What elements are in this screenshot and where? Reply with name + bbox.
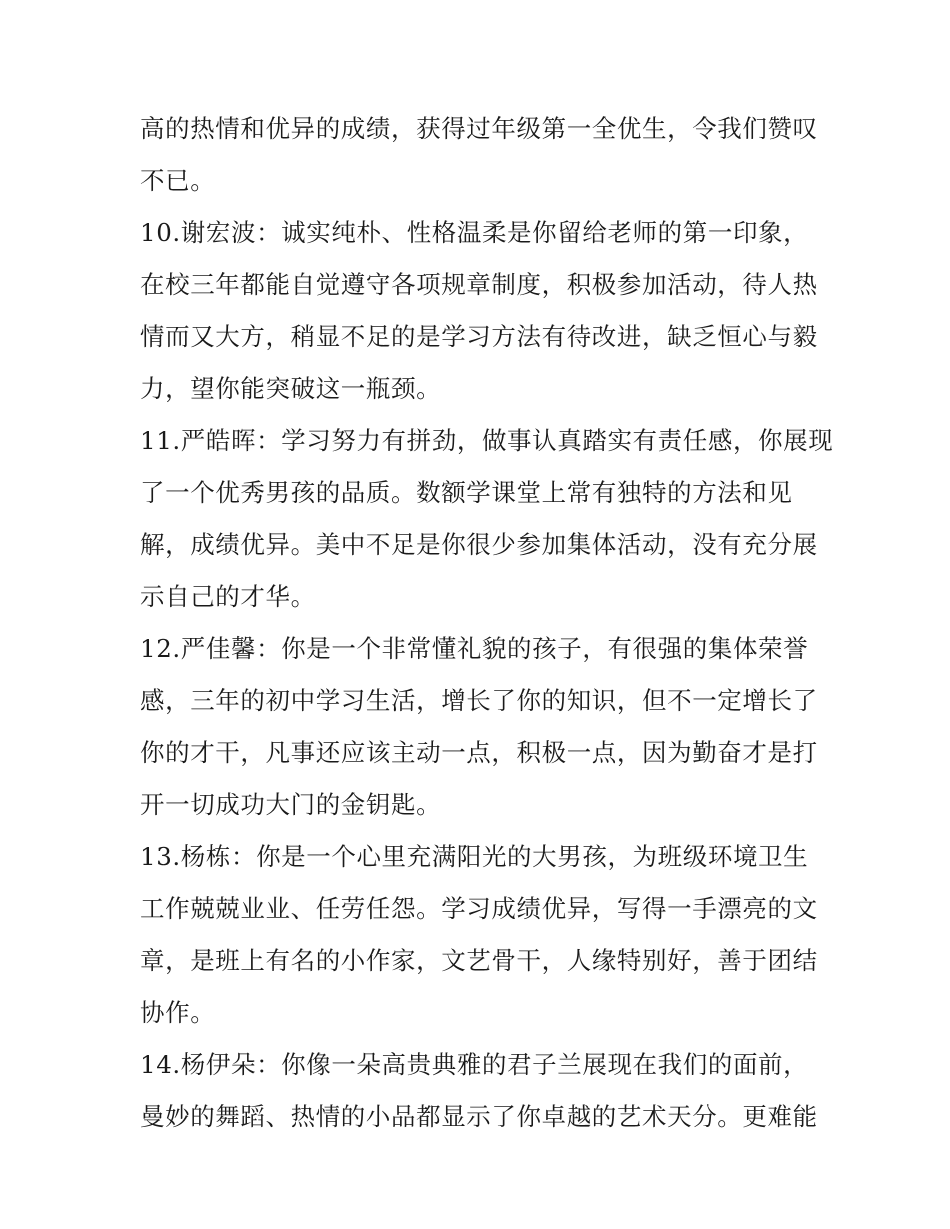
text-line: 10.谢宏波：诚实纯朴、性格温柔是你留给老师的第一印象， — [140, 218, 809, 247]
text-line: 工作兢兢业业、任劳任怨。学习成绩优异，写得一手漂亮的文 — [140, 894, 818, 923]
text-line: 在校三年都能自觉遵守各项规章制度，积极参加活动，待人热 — [140, 270, 818, 299]
text-line: 了一个优秀男孩的品质。数额学课堂上常有独特的方法和见 — [140, 478, 793, 507]
text-line: 12.严佳馨：你是一个非常懂礼貌的孩子，有很强的集体荣誉 — [140, 634, 809, 663]
text-line: 协作。 — [140, 998, 216, 1027]
text-line: 曼妙的舞蹈、热情的小品都显示了你卓越的艺术天分。更难能 — [140, 1102, 818, 1131]
text-line: 你的才干，凡事还应该主动一点，积极一点，因为勤奋才是打 — [140, 738, 818, 767]
text-line: 情而又大方，稍显不足的是学习方法有待改进，缺乏恒心与毅 — [140, 322, 818, 351]
text-line: 章，是班上有名的小作家，文艺骨干，人缘特别好，善于团结 — [140, 946, 818, 975]
text-line: 不已。 — [140, 166, 216, 195]
text-line: 13.杨栋：你是一个心里充满阳光的大男孩，为班级环境卫生 — [140, 842, 809, 871]
text-line: 11.严皓晖：学习努力有拼劲，做事认真踏实有责任感，你展现 — [140, 426, 834, 455]
text-line: 高的热情和优异的成绩，获得过年级第一全优生，令我们赞叹 — [140, 114, 818, 143]
text-line: 14.杨伊朵：你像一朵高贵典雅的君子兰展现在我们的面前， — [140, 1050, 809, 1079]
text-line: 解，成绩优异。美中不足是你很少参加集体活动，没有充分展 — [140, 530, 818, 559]
text-line: 示自己的才华。 — [140, 582, 316, 611]
text-line: 感，三年的初中学习生活，增长了你的知识，但不一定增长了 — [140, 686, 818, 715]
text-line: 开一切成功大门的金钥匙。 — [140, 790, 442, 819]
text-line: 力，望你能突破这一瓶颈。 — [140, 374, 442, 403]
